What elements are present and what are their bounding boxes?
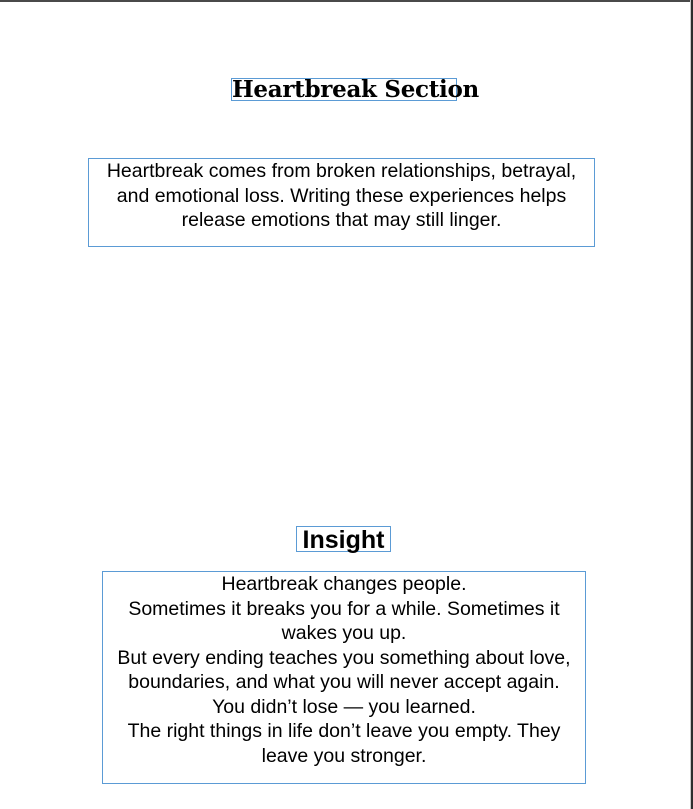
insight-line: Sometimes it breaks you for a while. Sometimes it wakes you up. <box>128 597 560 644</box>
heartbreak-section-description[interactable]: Heartbreak comes from broken relationships, betrayal, and emotional loss. Writing these experiences helps release emotions that may still linger. <box>88 158 595 247</box>
insight-line: But every ending teaches you something about love, boundaries, and what you will never accept again. <box>117 646 571 693</box>
insight-body[interactable] <box>102 571 586 784</box>
heartbreak-section-title[interactable]: Heartbreak Section <box>232 76 479 103</box>
window-top-border <box>0 0 693 2</box>
insight-line: The right things in life don’t leave you empty. They leave you stronger. <box>127 720 561 767</box>
insight-line: Heartbreak changes people. <box>221 573 467 595</box>
insight-line: You didn’t lose — you learned. <box>212 695 476 718</box>
insight-title[interactable]: Insight <box>296 526 391 552</box>
